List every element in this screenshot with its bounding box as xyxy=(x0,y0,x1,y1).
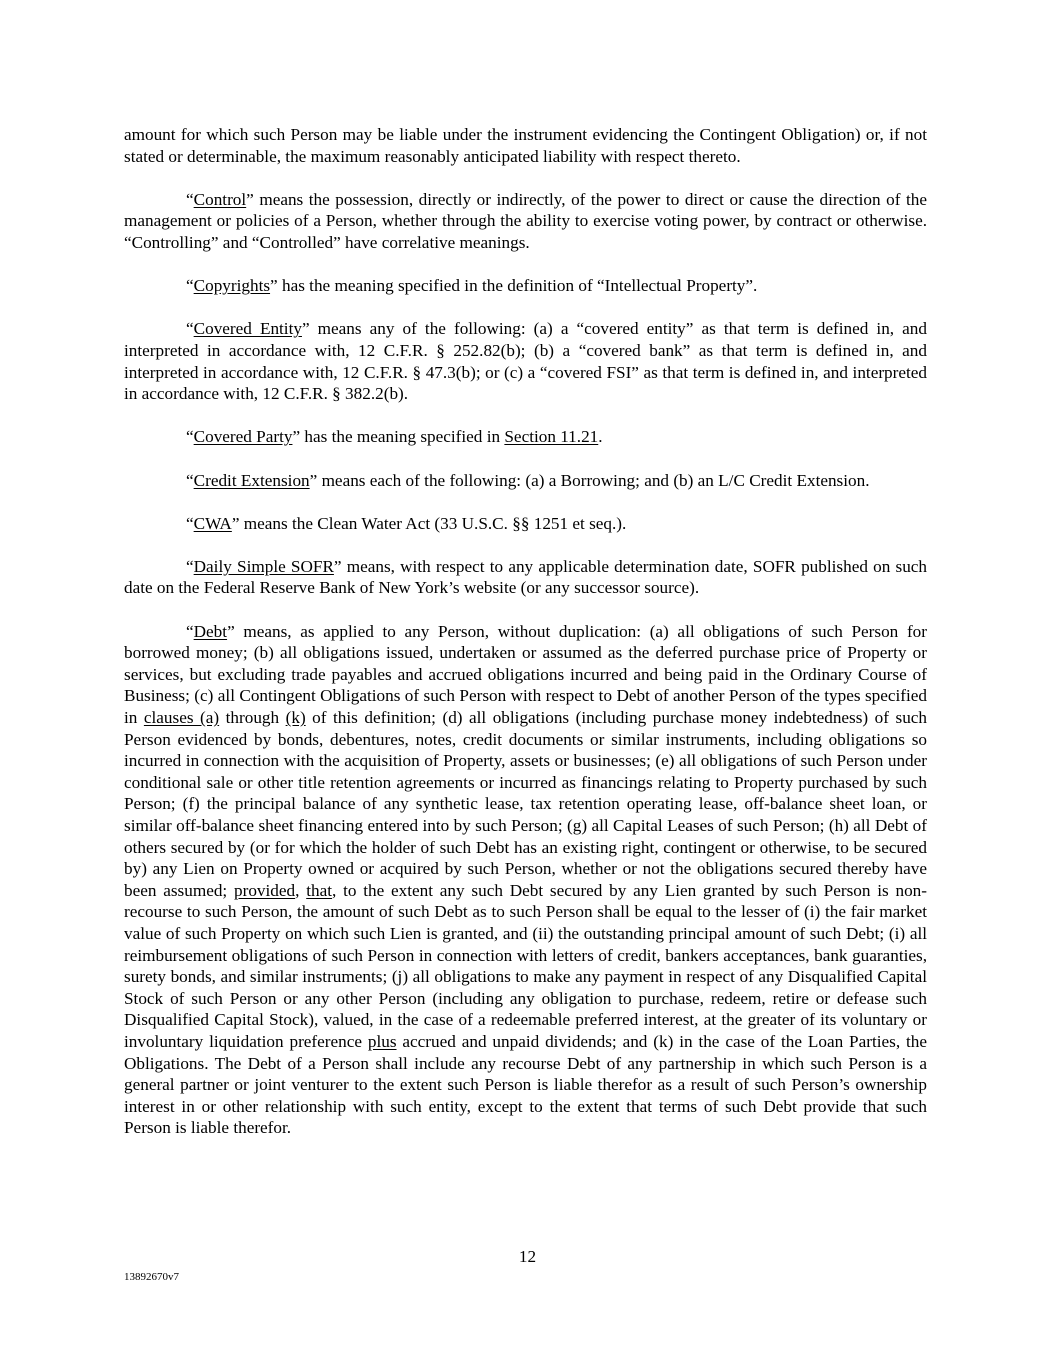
definition-paragraph-control xyxy=(124,189,927,254)
document-id: 13892670v7 xyxy=(124,1271,179,1283)
paragraph-text: , xyxy=(295,880,307,900)
paragraph-text: , to the extent any such Debt secured by any Lien granted by such Person is non-recourse to such Person, the amount of such Debt as to such Person shall be equal to the lesser of (i) the fair market value of such Property on which such Lien is granted, and (ii) the outstanding principal amount of such Debt; (i) all reimbursement obligations of such Person in connection with letters of credit, bankers acceptances, bank guaranties, surety bonds, and similar instruments; (j) all obligations to make any payment in respect of any Disqualified Capital Stock of such Person or any other Person (including any obligation to purchase, redeem, retire or defease such Disqualified Capital Stock), valued, in the case of a redeemable preferred interest, at the greater of its voluntary or involuntary liquidation preference xyxy=(124,880,927,1051)
defined-term-link: Daily Simple SOFR xyxy=(193,556,334,576)
paragraph-text: ” has the meaning specified in the definition of “Intellectual Property”. xyxy=(270,276,758,296)
paragraph-text: ” means each of the following: (a) a Borrowing; and (b) an L/C Credit Extension. xyxy=(309,470,870,490)
page-number: 12 xyxy=(518,1247,537,1266)
definition-paragraph-credit-extension xyxy=(124,470,927,492)
paragraph-text: “ xyxy=(186,621,194,641)
defined-term-link: (k) xyxy=(285,708,306,728)
definition-paragraph-debt xyxy=(124,621,927,1139)
defined-term-link: that xyxy=(306,880,332,900)
paragraph-text: ” means any of the following: (a) a “covered entity” as that term is defined in, and interpreted in accordance with, 12 C.F.R. § 252.82(b); (b) a “covered bank” as that term is defined in, and interpreted in accordance with, 12 C.F.R. § 47.3(b); or (c) a “covered FSI” as that term is defined in, and interpreted in accordance with, 12 C.F.R. § 382.2(b). xyxy=(124,319,927,404)
defined-term-link: Credit Extension xyxy=(193,470,310,490)
definition-paragraph-daily-simple-sofr xyxy=(124,556,927,599)
paragraph-text: “ xyxy=(186,513,194,533)
definition-paragraph-covered-entity xyxy=(124,318,927,404)
defined-term-link: clauses (a) xyxy=(143,708,220,728)
paragraph-text: of this definition; (d) all obligations (including purchase money indebtedness) of such Person evidenced by bonds, debentures, notes, credit documents or similar instruments, including obligations so incurred in connection with the acquisition of Property, assets or businesses; (e) all obligations of such Person under conditional sale or other title retention agreements or incurred as financings relating to Property purchased by such Person; (f) the principal balance of any synthetic lease, tax retention operating lease, off-balance sheet loan, or similar off-balance sheet financing entered into by such Person; (g) all Capital Leases of such Person; (h) all Debt of others secured by (or for which the holder of such Debt has an existing right, contingent or otherwise, to be secured by) any Lien on Property owned or acquired by such Person, whether or not the obligations secured thereby have been assumed; xyxy=(124,708,928,900)
paragraph-text: “ xyxy=(186,470,194,490)
defined-term-link: Control xyxy=(193,189,247,209)
paragraph-text: “ xyxy=(186,556,194,576)
definition-paragraph-copyrights xyxy=(124,275,927,297)
paragraph-text: “ xyxy=(186,319,194,339)
defined-term-link: Covered Entity xyxy=(193,319,302,339)
paragraph-text: ” means the possession, directly or indirectly, of the power to direct or cause the direction of the management or policies of a Person, whether through the ability to exercise voting power, by contract or otherwise. “Controlling” and “Controlled” have correlative meanings. xyxy=(124,189,927,252)
defined-term-link: provided xyxy=(234,880,296,900)
defined-term-link: CWA xyxy=(193,513,232,533)
paragraph-text: “ xyxy=(186,276,194,296)
defined-term-link: plus xyxy=(367,1031,397,1051)
paragraph-text: “ xyxy=(186,427,194,447)
paragraph-text: through xyxy=(219,708,286,728)
paragraph-text: ” means, with respect to any applicable determination date, SOFR published on such date on the Federal Reserve Bank of New York’s website (or any successor source). xyxy=(124,556,928,598)
paragraph-text: ” means the Clean Water Act (33 U.S.C. §§ 1251 et seq.). xyxy=(231,513,627,533)
defined-term-link: Debt xyxy=(193,621,228,641)
defined-term-link: Copyrights xyxy=(193,276,271,296)
paragraph-text: ” means, as applied to any Person, without duplication: (a) all obligations of such Person for borrowed money; (b) all obligations issued, undertaken or assumed as the deferred purchase price of Property or services, but excluding trade payables and accrued obligations incurred and being paid in the Ordinary Course of Business; (c) all Contingent Obligations of such Person with respect to Debt of another Person of the types specified in xyxy=(124,621,927,728)
paragraph-text: ” has the meaning specified in xyxy=(292,427,505,447)
paragraph-text: “ xyxy=(186,189,194,209)
definition-paragraph-contingent-obligation-continued xyxy=(124,124,927,167)
definition-paragraph-covered-party xyxy=(124,426,927,448)
definition-paragraph-cwa xyxy=(124,513,927,535)
paragraph-text: amount for which such Person may be liable under the instrument evidencing the Contingent Obligation) or, if not stated or determinable, the maximum reasonably anticipated liability with respect thereto. xyxy=(124,125,927,166)
document-body xyxy=(124,124,927,1161)
paragraph-text: accrued and unpaid dividends; and (k) in the case of the Loan Parties, the Obligations. The Debt of a Person shall include any recourse Debt of any partnership in which such Person is a general partner or joint venturer to the extent such Person is liable therefor as a result of such Person’s ownership interest in or other relationship with such entity, except to the extent that terms of such Debt provide that such Person is liable therefor. xyxy=(124,1031,928,1138)
defined-term-link: Section 11.21 xyxy=(504,427,599,447)
paragraph-text: . xyxy=(598,427,603,447)
defined-term-link: Covered Party xyxy=(193,427,293,447)
